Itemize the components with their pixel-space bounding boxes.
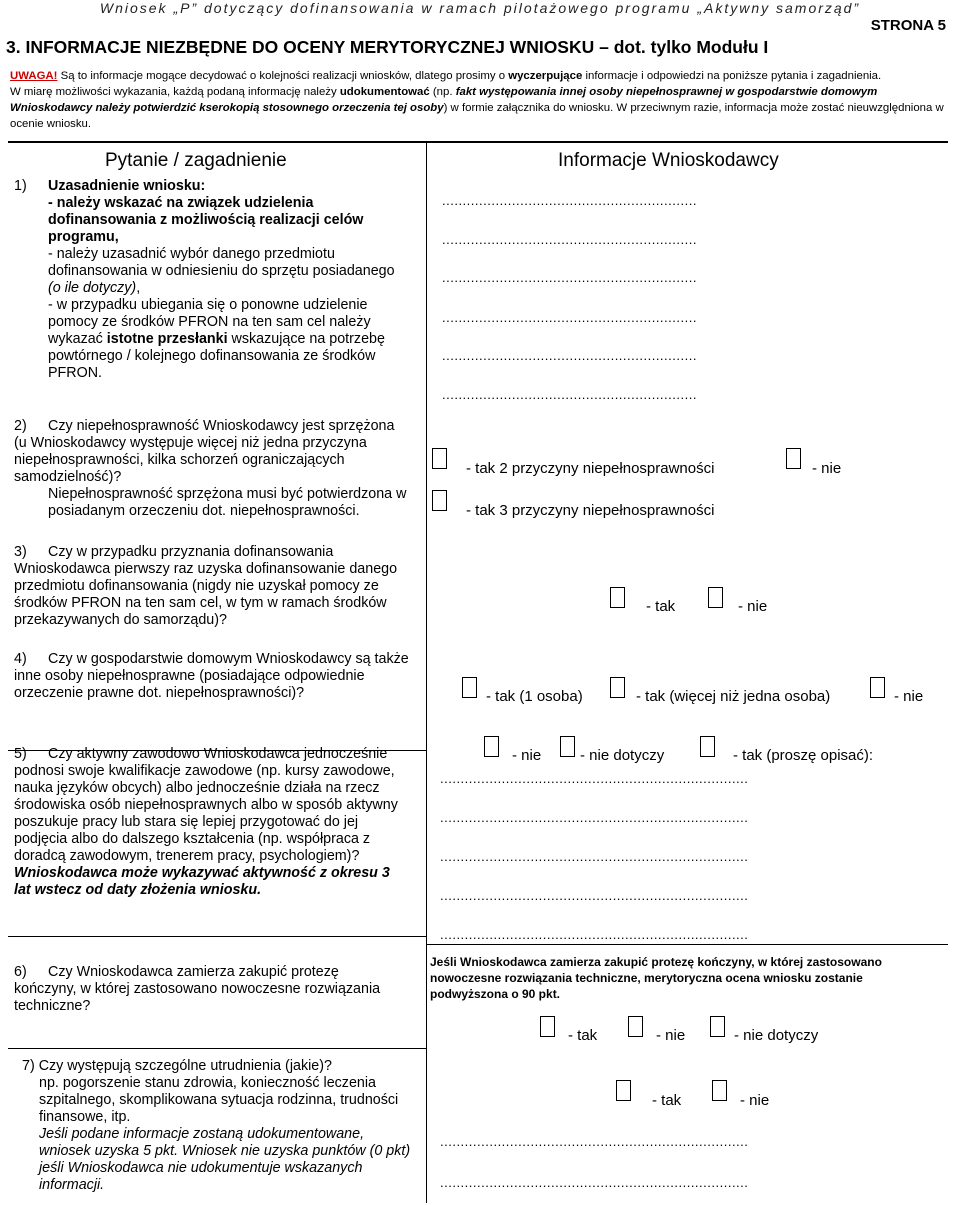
answer-line[interactable]: ..............................................................: [442, 193, 697, 208]
answer-line[interactable]: ...........................................................................: [440, 810, 749, 825]
checkbox-q5-no[interactable]: [484, 736, 499, 757]
q7-option-no: - nie: [740, 1092, 770, 1109]
question-2: 2) Czy niepełnosprawność Wnioskodawcy jest sprzężona (u Wnioskodawcy występuje więcej niż jedna przyczyna niepełnosprawności, kilka schorzeń ograniczających samodzielność)? Niepełnosprawność sprzężona musi być potwierdzona w posiadanym orzeczeniu dot. niepełnosprawności.: [14, 418, 407, 519]
q7-option-yes: - tak: [652, 1092, 682, 1109]
answer-line[interactable]: ...........................................................................: [440, 771, 749, 786]
answer-line[interactable]: ..............................................................: [442, 348, 697, 363]
q6-option-no: - nie: [656, 1027, 686, 1044]
q5-option-no: - nie: [512, 747, 542, 764]
running-header: Wniosek „P” dotyczący dofinansowania w ramach pilotażowego programu „Aktywny samorząd”: [99, 0, 861, 16]
q4-option-one-person: - tak (1 osoba): [486, 688, 583, 705]
answer-line[interactable]: ..............................................................: [442, 270, 697, 285]
q3-option-no: - nie: [738, 598, 768, 615]
checkbox-q5-not-applicable[interactable]: [560, 736, 575, 757]
checkbox-q6-not-applicable[interactable]: [710, 1016, 725, 1037]
q6-option-yes: - tak: [568, 1027, 598, 1044]
warning-notice: UWAGA! Są to informacje mogące decydować o kolejności realizacji wniosków, dlatego prosimy o wyczerpujące informacje i odpowiedzi na poniższe pytania i zagadnienia. W miarę możliwości wykazania, każdą podaną informację należy udokumentować (np. fakt występowania innej osoby niepełnosprawnej w gospodarstwie domowym Wnioskodawcy należy potwierdzić kserokopią stosownego orzeczenia tej osoby) w formie załącznika do wniosku. W przeciwnym razie, informacja może zostać nieuwzględniona w ocenie wniosku.: [10, 70, 944, 130]
question-3: 3) Czy w przypadku przyznania dofinansowania Wnioskodawca pierwszy raz uzyska dofinansowanie danego przedmiotu dofinansowania (nigdy nie uzyskał pomocy ze środków PFRON na ten sam cel, w tym w ramach środków przekazywanych do samorządu)?: [14, 544, 398, 628]
checkbox-q2-no[interactable]: [786, 448, 801, 469]
checkbox-q7-no[interactable]: [712, 1080, 727, 1101]
checkbox-q3-yes[interactable]: [610, 587, 625, 608]
column-header-question: Pytanie / zagadnienie: [105, 150, 287, 171]
question-4: 4) Czy w gospodarstwie domowym Wnioskodawcy są także inne osoby niepełnosprawne (posiadające odpowiednie orzeczenie prawne dot. niepełnosprawności)?: [14, 651, 409, 701]
answer-line[interactable]: ..............................................................: [442, 387, 697, 402]
q4-option-more-people: - tak (więcej niż jedna osoba): [636, 688, 831, 705]
warning-label: UWAGA!: [10, 70, 58, 82]
q5-option-yes-describe: - tak (proszę opisać):: [733, 747, 874, 764]
answer-line[interactable]: ..............................................................: [442, 310, 697, 325]
q6-note: Jeśli Wnioskodawca zamierza zakupić protezę kończyny, w której zastosowano nowoczesne rozwiązania techniczne, merytoryczna ocena wniosku zostanie podwyższona o 90 pkt.: [430, 955, 882, 1001]
page-number: STRONA 5: [870, 17, 946, 34]
answer-line[interactable]: ...........................................................................: [440, 888, 749, 903]
column-header-answer: Informacje Wnioskodawcy: [558, 150, 779, 171]
section-title: 3. INFORMACJE NIEZBĘDNE DO OCENY MERYTORYCZNEJ WNIOSKU – dot. tylko Modułu I: [6, 37, 769, 57]
answer-line[interactable]: ...........................................................................: [440, 1175, 749, 1190]
q6-option-not-applicable: - nie dotyczy: [734, 1027, 819, 1044]
q2-option-no: - nie: [812, 460, 842, 477]
checkbox-q5-yes[interactable]: [700, 736, 715, 757]
checkbox-q6-yes[interactable]: [540, 1016, 555, 1037]
checkbox-q4-one-person[interactable]: [462, 677, 477, 698]
question-7: 7) Czy występują szczególne utrudnienia (jakie)? np. pogorszenie stanu zdrowia, konieczność leczenia szpitalnego, skomplikowana sytuacja rodzinna, trudności finansowe, itp. Jeśli podane informacje zostaną udokumentowane, wniosek uzyska 5 pkt. Wniosek nie uzyska punktów (0 pkt) jeśli Wnioskodawca nie udokumentuje wskazanych informacji.: [22, 1058, 411, 1193]
checkbox-q4-more-people[interactable]: [610, 677, 625, 698]
q3-option-yes: - tak: [646, 598, 676, 615]
checkbox-q3-no[interactable]: [708, 587, 723, 608]
question-5: 5) Czy aktywny zawodowo Wnioskodawca jednocześnie podnosi swoje kwalifikacje zawodowe (np. kursy zawodowe, nauka języków obcych) albo jednocześnie działa na rzecz środowiska osób niepełnosprawnych albo w sposób aktywny poszukuje pracy lub stara się lepiej przygotować do jej podjęcia albo do dalszego kształcenia (np. współpraca z doradcą zawodowym, trenerem pracy, psychologiem)? Wnioskodawca może wykazywać aktywność z okresu 3 lat wstecz od daty złożenia wniosku.: [14, 746, 398, 898]
checkbox-q2-two-causes[interactable]: [432, 448, 447, 469]
column-divider: [426, 143, 427, 1203]
answer-line[interactable]: ...........................................................................: [440, 1134, 749, 1149]
q5-option-not-applicable: - nie dotyczy: [580, 747, 665, 764]
answer-line[interactable]: ...........................................................................: [440, 849, 749, 864]
question-6: 6) Czy Wnioskodawca zamierza zakupić protezę kończyny, w której zastosowano nowoczesne rozwiązania techniczne?: [14, 964, 381, 1014]
checkbox-q2-three-causes[interactable]: [432, 490, 447, 511]
checkbox-q6-no[interactable]: [628, 1016, 643, 1037]
answer-line[interactable]: ..............................................................: [442, 232, 697, 247]
answer-line[interactable]: ...........................................................................: [440, 927, 749, 942]
checkbox-q4-no[interactable]: [870, 677, 885, 698]
checkbox-q7-yes[interactable]: [616, 1080, 631, 1101]
q2-option-three-causes: - tak 3 przyczyny niepełnosprawności: [466, 502, 715, 519]
question-1: 1) Uzasadnienie wniosku: - należy wskazać na związek udzielenia dofinansowania z możliwością realizacji celów programu, - należy uzasadnić wybór danego przedmiotu dofinansowania w odniesieniu do sprzętu posiadanego (o ile dotyczy), - w przypadku ubiegania się o ponowne udzielenie pomocy ze środków PFRON na ten sam cel należy wykazać istotne przesłanki wskazujące na potrzebę powtórnego / kolejnego dofinansowania ze środków PFRON.: [14, 178, 395, 381]
q2-option-two-causes: - tak 2 przyczyny niepełnosprawności: [466, 460, 715, 477]
q4-option-no: - nie: [894, 688, 924, 705]
